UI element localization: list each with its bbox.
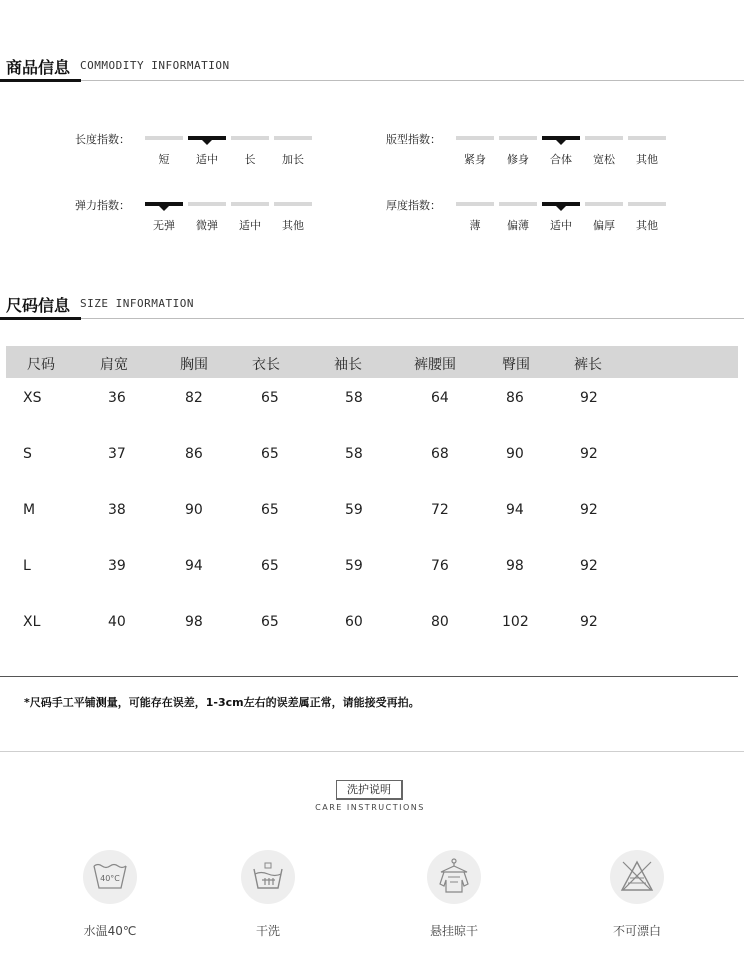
table-cell: 65 — [261, 390, 279, 406]
index-option: 其他 — [636, 153, 658, 166]
column-header: 肩宽 — [100, 357, 128, 373]
table-cell: 86 — [506, 390, 524, 406]
no-bleach-icon — [610, 850, 664, 904]
table-cell: 68 — [431, 446, 449, 462]
size-title: 尺码信息 — [6, 296, 71, 315]
commodity-title-en: COMMODITY INFORMATION — [80, 59, 230, 72]
table-cell: 94 — [506, 502, 524, 518]
care-label: 干洗 — [255, 924, 280, 938]
index-option: 紧身 — [464, 153, 486, 166]
index-option: 无弹 — [153, 219, 175, 232]
scale-bar — [231, 202, 269, 206]
table-header-row — [6, 346, 738, 378]
table-cell: 58 — [345, 390, 363, 406]
table-cell: XS — [23, 390, 42, 406]
index-option: 短 — [158, 153, 170, 166]
table-cell: 59 — [345, 502, 363, 518]
table-cell: 60 — [345, 614, 363, 630]
scale-bar — [145, 136, 183, 140]
table-cell: 72 — [431, 502, 449, 518]
index-label: 弹力指数： — [75, 199, 130, 212]
column-header: 袖长 — [334, 357, 362, 373]
index-option: 薄 — [469, 219, 481, 232]
scale-bar-selected — [542, 136, 580, 140]
index-option: 偏薄 — [507, 219, 529, 232]
column-header: 臀围 — [502, 357, 530, 373]
water-temp-icon-text: 40°C — [100, 874, 120, 883]
table-cell: 36 — [108, 390, 126, 406]
table-cell: 40 — [108, 614, 126, 630]
table-cell: 76 — [431, 558, 449, 574]
index-label: 厚度指数： — [386, 199, 441, 212]
size-table — [6, 346, 738, 658]
table-row — [6, 434, 738, 490]
column-header: 裤长 — [574, 357, 602, 373]
header-divider — [0, 80, 744, 81]
hang-dry-icon — [427, 850, 481, 904]
scale-bar — [231, 136, 269, 140]
scale-bar-selected — [145, 202, 183, 206]
water-temp-40-icon — [83, 850, 137, 904]
table-row — [6, 546, 738, 602]
header-accent-bar — [0, 317, 81, 320]
table-cell: 65 — [261, 446, 279, 462]
dry-clean-icon — [241, 850, 295, 904]
table-cell: L — [23, 558, 31, 574]
table-cell: 92 — [580, 558, 598, 574]
table-cell: XL — [23, 614, 41, 630]
table-row — [6, 378, 738, 434]
index-option: 合体 — [550, 153, 572, 166]
table-row — [6, 602, 738, 658]
header-accent-bar — [0, 79, 81, 82]
scale-bar — [628, 202, 666, 206]
table-cell: 90 — [506, 446, 524, 462]
scale-bar — [188, 202, 226, 206]
table-cell: 92 — [580, 614, 598, 630]
table-cell: 82 — [185, 390, 203, 406]
scale-bar-selected — [188, 136, 226, 140]
table-cell: 90 — [185, 502, 203, 518]
index-option: 其他 — [636, 219, 658, 232]
care-label: 水温40℃ — [83, 924, 137, 938]
table-cell: 39 — [108, 558, 126, 574]
table-cell: 92 — [580, 390, 598, 406]
scale-bar — [274, 202, 312, 206]
table-cell: 37 — [108, 446, 126, 462]
table-cell: 92 — [580, 502, 598, 518]
size-section-header — [0, 293, 744, 319]
index-option: 适中 — [196, 153, 218, 166]
index-option: 微弹 — [196, 219, 218, 232]
scale-bar — [499, 202, 537, 206]
column-header: 衣长 — [252, 357, 280, 373]
index-option: 修身 — [507, 153, 529, 166]
table-cell: 65 — [261, 614, 279, 630]
index-option: 偏厚 — [593, 219, 615, 232]
table-cell: 59 — [345, 558, 363, 574]
column-header: 胸围 — [180, 357, 208, 373]
scale-bar — [274, 136, 312, 140]
measurement-note: *尺码手工平铺测量，可能存在误差，1-3cm左右的误差属正常，请能接受再拍。 — [24, 696, 420, 709]
index-option: 其他 — [282, 219, 304, 232]
table-cell: M — [23, 502, 36, 518]
table-cell: 92 — [580, 446, 598, 462]
header-divider — [0, 318, 744, 319]
care-label: 悬挂晾干 — [429, 924, 478, 938]
scale-bar — [456, 202, 494, 206]
table-cell: S — [23, 446, 32, 462]
table-cell: 94 — [185, 558, 203, 574]
scale-bar — [585, 202, 623, 206]
column-header: 裤腰围 — [414, 357, 456, 373]
table-cell: 58 — [345, 446, 363, 462]
scale-bar — [456, 136, 494, 140]
table-cell: 64 — [431, 390, 449, 406]
table-cell: 86 — [185, 446, 203, 462]
table-cell: 65 — [261, 502, 279, 518]
index-option: 适中 — [239, 219, 261, 232]
scale-bar — [499, 136, 537, 140]
table-cell: 98 — [506, 558, 524, 574]
section-divider — [0, 751, 744, 752]
scale-bar-selected — [542, 202, 580, 206]
table-cell: 65 — [261, 558, 279, 574]
table-cell: 80 — [431, 614, 449, 630]
table-cell: 38 — [108, 502, 126, 518]
table-bottom-rule — [0, 676, 738, 677]
care-title-en: CARE INSTRUCTIONS — [315, 803, 425, 812]
table-cell: 98 — [185, 614, 203, 630]
care-label: 不可漂白 — [612, 924, 661, 938]
column-header: 尺码 — [27, 357, 55, 373]
index-option: 加长 — [282, 153, 304, 166]
size-title-en: SIZE INFORMATION — [80, 297, 194, 310]
care-title: 洗护说明 — [336, 780, 403, 800]
index-option: 长 — [244, 153, 256, 166]
index-option: 适中 — [550, 219, 572, 232]
scale-bar — [585, 136, 623, 140]
index-label: 长度指数： — [75, 133, 130, 146]
table-cell: 102 — [502, 614, 529, 630]
index-label: 版型指数： — [386, 133, 441, 146]
table-row — [6, 490, 738, 546]
commodity-section-header — [0, 55, 744, 81]
index-option: 宽松 — [593, 153, 615, 166]
scale-bar — [628, 136, 666, 140]
commodity-title: 商品信息 — [6, 58, 71, 77]
